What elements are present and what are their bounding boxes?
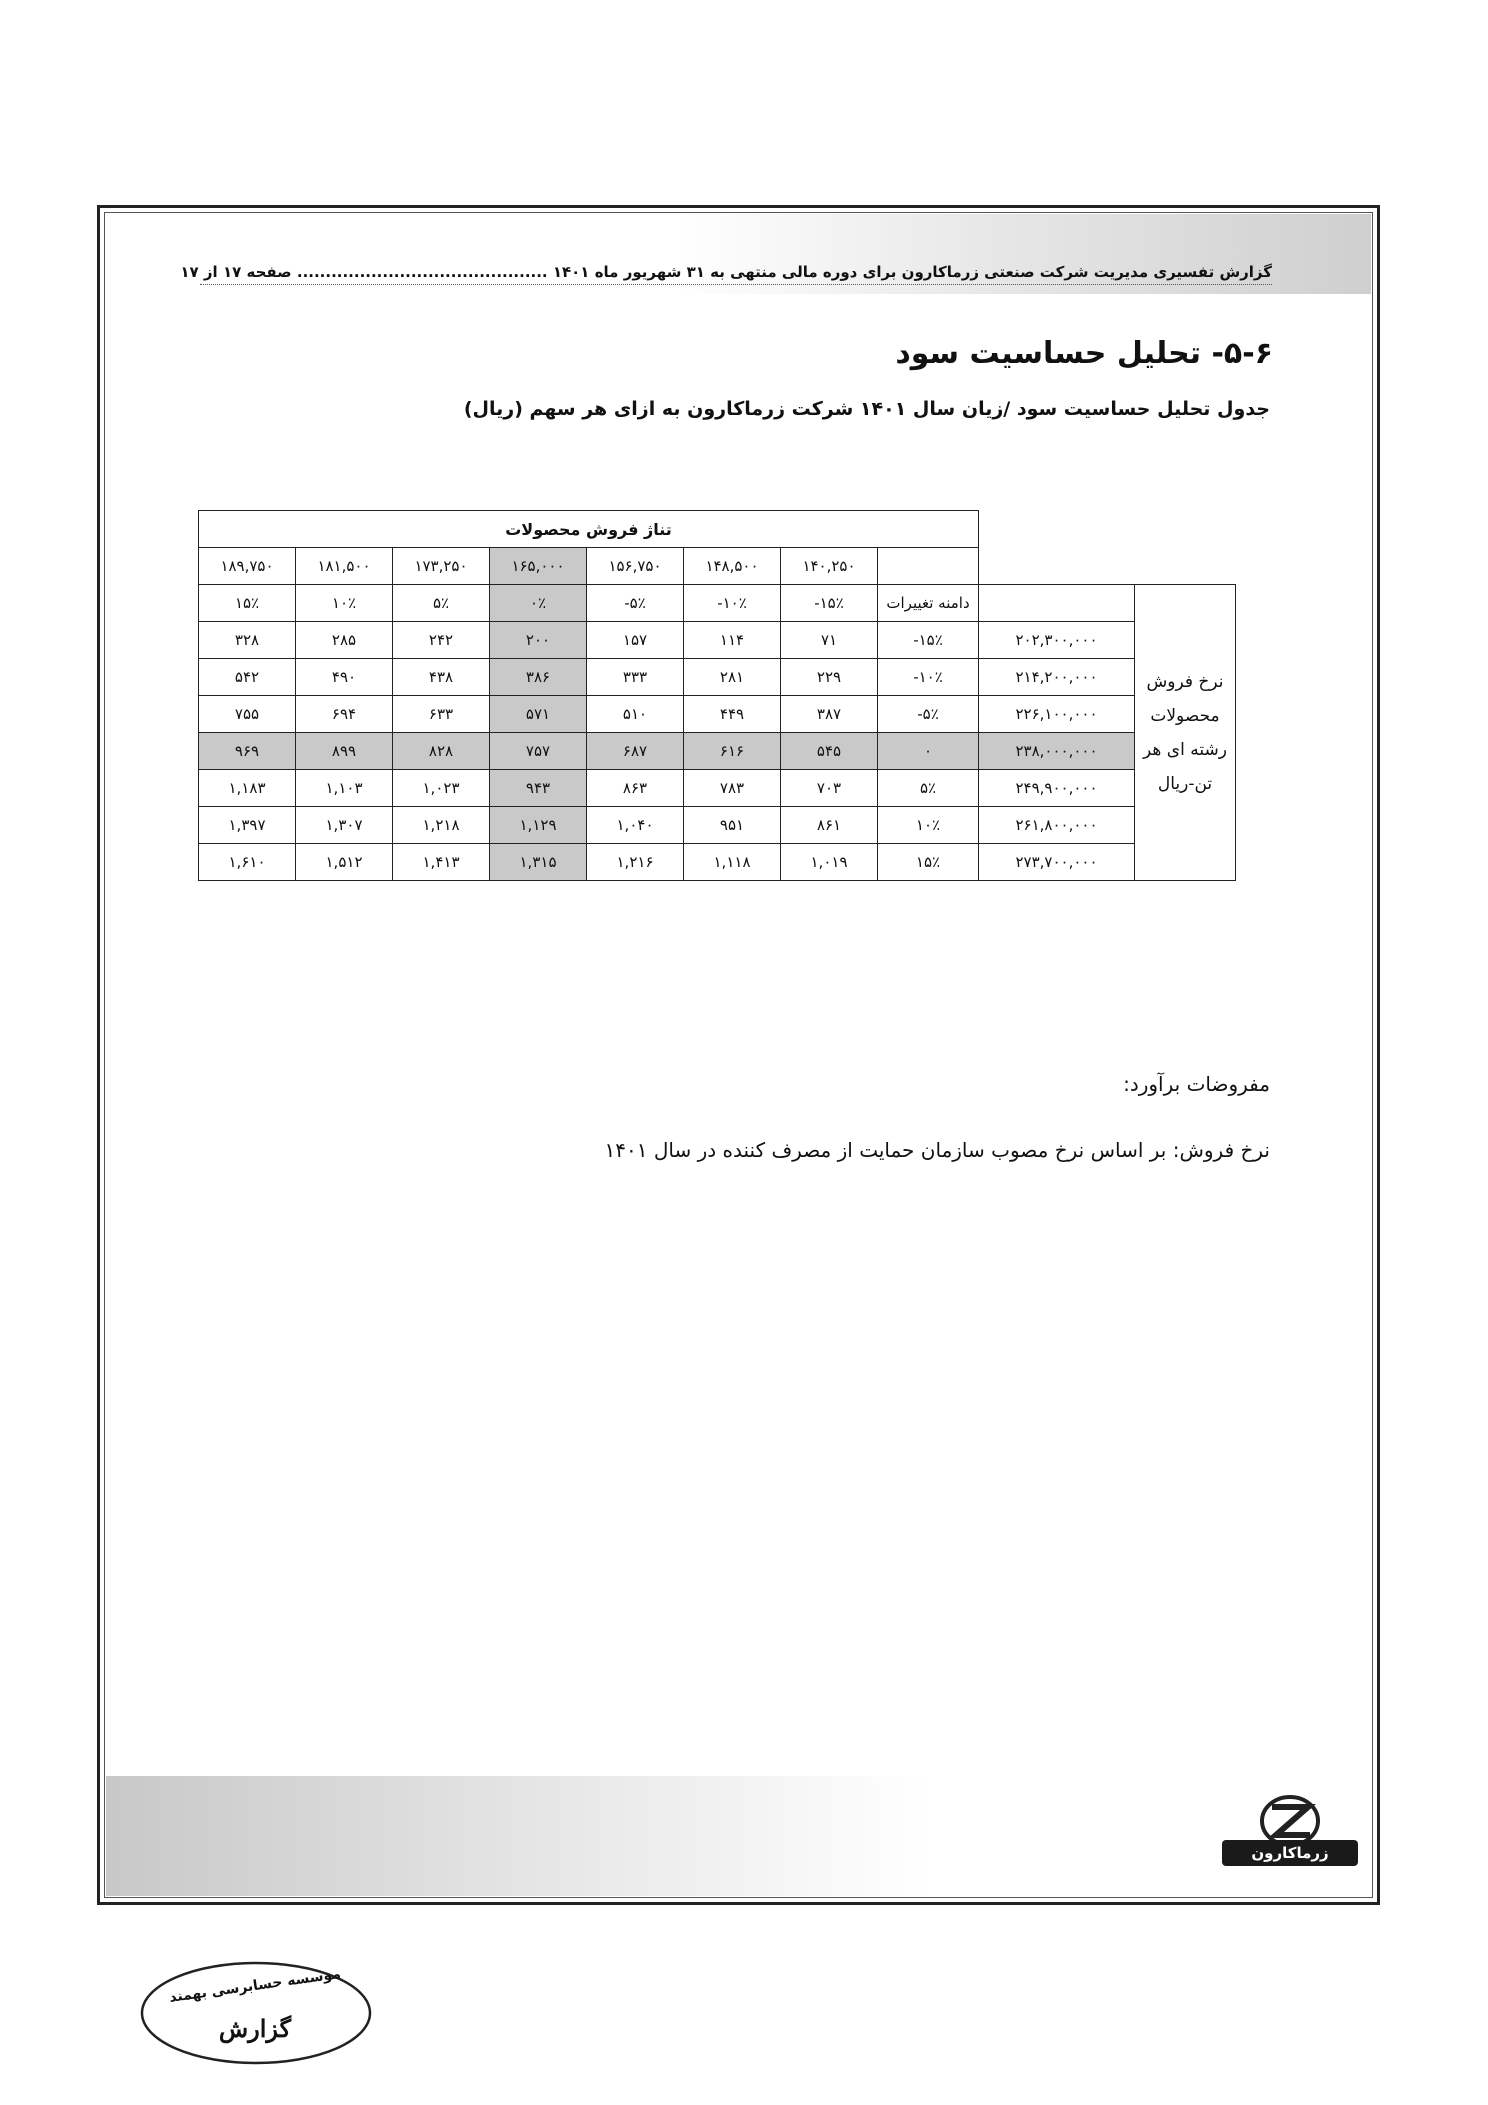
eps-cell: ۶۹۴ bbox=[296, 696, 393, 733]
table-row bbox=[199, 622, 1236, 659]
eps-cell: ۲۴۲ bbox=[393, 622, 490, 659]
assumptions-title: مفروضات برآورد: bbox=[1123, 1072, 1270, 1096]
range-cell: ۱۵٪ bbox=[878, 844, 979, 881]
empty-cell bbox=[878, 548, 979, 585]
eps-cell: ۸۶۱ bbox=[781, 807, 878, 844]
tonnage-value: ۱۸۱,۵۰۰ bbox=[296, 548, 393, 585]
eps-cell: ۱,۰۴۰ bbox=[587, 807, 684, 844]
tonnage-value: ۱۴۸,۵۰۰ bbox=[684, 548, 781, 585]
price-cell: ۲۳۸,۰۰۰,۰۰۰ bbox=[979, 733, 1135, 770]
range-cell: ۰ bbox=[878, 733, 979, 770]
eps-cell: ۸۶۳ bbox=[587, 770, 684, 807]
header-rule bbox=[200, 284, 1272, 285]
tonnage-pct: -۱۰٪ bbox=[684, 585, 781, 622]
eps-cell: ۱,۳۱۵ bbox=[490, 844, 587, 881]
eps-cell: ۵۴۵ bbox=[781, 733, 878, 770]
eps-cell: ۱,۲۱۸ bbox=[393, 807, 490, 844]
table-row bbox=[199, 696, 1236, 733]
range-header: دامنه تغییرات bbox=[878, 585, 979, 622]
tonnage-pct-row bbox=[199, 585, 1236, 622]
report-header: گزارش تفسیری مدیریت شرکت صنعتی زرماکارون برای دوره مالی منتهی به ۳۱ شهریور ماه ۱۴۰۱ ............................................ صفحه ۱۷ از ۱۷ bbox=[180, 263, 1272, 281]
table-row bbox=[199, 659, 1236, 696]
empty-cell bbox=[1135, 548, 1236, 585]
eps-cell: ۱,۰۱۹ bbox=[781, 844, 878, 881]
eps-cell: ۷۸۳ bbox=[684, 770, 781, 807]
tonnage-pct: ۵٪ bbox=[393, 585, 490, 622]
page-frame-inner bbox=[104, 212, 1373, 1898]
eps-cell: ۴۴۹ bbox=[684, 696, 781, 733]
price-cell: ۲۶۱,۸۰۰,۰۰۰ bbox=[979, 807, 1135, 844]
tonnage-values-row bbox=[199, 548, 1236, 585]
eps-cell: ۷۵۵ bbox=[199, 696, 296, 733]
tonnage-value: ۱۸۹,۷۵۰ bbox=[199, 548, 296, 585]
price-cell: ۲۰۲,۳۰۰,۰۰۰ bbox=[979, 622, 1135, 659]
eps-cell: ۹۶۹ bbox=[199, 733, 296, 770]
tonnage-pct: ۰٪ bbox=[490, 585, 587, 622]
eps-cell: ۱,۶۱۰ bbox=[199, 844, 296, 881]
eps-cell: ۶۳۳ bbox=[393, 696, 490, 733]
eps-cell: ۳۸۷ bbox=[781, 696, 878, 733]
eps-cell: ۵۱۰ bbox=[587, 696, 684, 733]
tonnage-value: ۱۶۵,۰۰۰ bbox=[490, 548, 587, 585]
eps-cell: ۱,۱۸۳ bbox=[199, 770, 296, 807]
eps-cell: ۱,۱۱۸ bbox=[684, 844, 781, 881]
range-cell: -۱۰٪ bbox=[878, 659, 979, 696]
table-row bbox=[199, 807, 1236, 844]
eps-cell: ۲۰۰ bbox=[490, 622, 587, 659]
eps-cell: ۱,۱۰۳ bbox=[296, 770, 393, 807]
assumptions-line: نرخ فروش: بر اساس نرخ مصوب سازمان حمایت از مصرف کننده در سال ۱۴۰۱ bbox=[604, 1138, 1270, 1162]
eps-cell: ۶۸۷ bbox=[587, 733, 684, 770]
sensitivity-table bbox=[198, 510, 1236, 881]
tonnage-pct: ۱۰٪ bbox=[296, 585, 393, 622]
eps-cell: ۱,۳۰۷ bbox=[296, 807, 393, 844]
eps-cell: ۱,۵۱۲ bbox=[296, 844, 393, 881]
eps-cell: ۹۵۱ bbox=[684, 807, 781, 844]
stamp-main-text: گزارش bbox=[218, 2014, 292, 2043]
eps-cell: ۷۱ bbox=[781, 622, 878, 659]
section-title: ۵-۶- تحلیل حساسیت سود bbox=[895, 336, 1273, 371]
eps-cell: ۸۹۹ bbox=[296, 733, 393, 770]
eps-cell: ۴۹۰ bbox=[296, 659, 393, 696]
price-cell: ۲۴۹,۹۰۰,۰۰۰ bbox=[979, 770, 1135, 807]
tonnage-value: ۱۷۳,۲۵۰ bbox=[393, 548, 490, 585]
empty-cell bbox=[979, 511, 1135, 548]
tonnage-pct: ۱۵٪ bbox=[199, 585, 296, 622]
eps-cell: ۲۸۱ bbox=[684, 659, 781, 696]
empty-cell bbox=[1135, 511, 1236, 548]
eps-cell: ۵۷۱ bbox=[490, 696, 587, 733]
empty-cell bbox=[979, 548, 1135, 585]
table-caption: جدول تحلیل حساسیت سود /زیان سال ۱۴۰۱ شرکت زرماکارون به ازای هر سهم (ریال) bbox=[463, 398, 1270, 420]
range-cell: ۱۰٪ bbox=[878, 807, 979, 844]
range-cell: -۱۵٪ bbox=[878, 622, 979, 659]
footer-band bbox=[106, 1776, 1371, 1896]
eps-cell: ۷۰۳ bbox=[781, 770, 878, 807]
eps-cell: ۹۴۳ bbox=[490, 770, 587, 807]
price-cell: ۲۲۶,۱۰۰,۰۰۰ bbox=[979, 696, 1135, 733]
price-cell: ۲۱۴,۲۰۰,۰۰۰ bbox=[979, 659, 1135, 696]
tonnage-header: تناژ فروش محصولات bbox=[199, 511, 979, 548]
eps-cell: ۳۸۶ bbox=[490, 659, 587, 696]
range-cell: ۵٪ bbox=[878, 770, 979, 807]
eps-cell: ۱۱۴ bbox=[684, 622, 781, 659]
eps-cell: ۱,۰۲۳ bbox=[393, 770, 490, 807]
table-row bbox=[199, 770, 1236, 807]
eps-cell: ۷۵۷ bbox=[490, 733, 587, 770]
price-side-label: نرخ فروش محصولات رشته ای هر تن-ریال bbox=[1135, 585, 1236, 881]
eps-cell: ۳۳۳ bbox=[587, 659, 684, 696]
eps-cell: ۱,۴۱۳ bbox=[393, 844, 490, 881]
eps-cell: ۱,۳۹۷ bbox=[199, 807, 296, 844]
eps-cell: ۳۲۸ bbox=[199, 622, 296, 659]
eps-cell: ۱,۲۱۶ bbox=[587, 844, 684, 881]
table-header-row bbox=[199, 511, 1236, 548]
tonnage-pct: -۵٪ bbox=[587, 585, 684, 622]
eps-cell: ۲۸۵ bbox=[296, 622, 393, 659]
empty-cell bbox=[979, 585, 1135, 622]
price-cell: ۲۷۳,۷۰۰,۰۰۰ bbox=[979, 844, 1135, 881]
eps-cell: ۱۵۷ bbox=[587, 622, 684, 659]
logo-badge: زرماکارون bbox=[1222, 1840, 1358, 1866]
eps-cell: ۱,۱۲۹ bbox=[490, 807, 587, 844]
tonnage-pct: -۱۵٪ bbox=[781, 585, 878, 622]
tonnage-value: ۱۴۰,۲۵۰ bbox=[781, 548, 878, 585]
table-row bbox=[199, 844, 1236, 881]
eps-cell: ۲۲۹ bbox=[781, 659, 878, 696]
range-cell: -۵٪ bbox=[878, 696, 979, 733]
stamp-org-text: موسسه حسابرسی بهمند bbox=[168, 1966, 342, 2006]
tonnage-value: ۱۵۶,۷۵۰ bbox=[587, 548, 684, 585]
eps-cell: ۸۲۸ bbox=[393, 733, 490, 770]
eps-cell: ۵۴۲ bbox=[199, 659, 296, 696]
eps-cell: ۴۳۸ bbox=[393, 659, 490, 696]
eps-cell: ۶۱۶ bbox=[684, 733, 781, 770]
page-frame bbox=[97, 205, 1380, 1905]
table-row-base bbox=[199, 733, 1236, 770]
